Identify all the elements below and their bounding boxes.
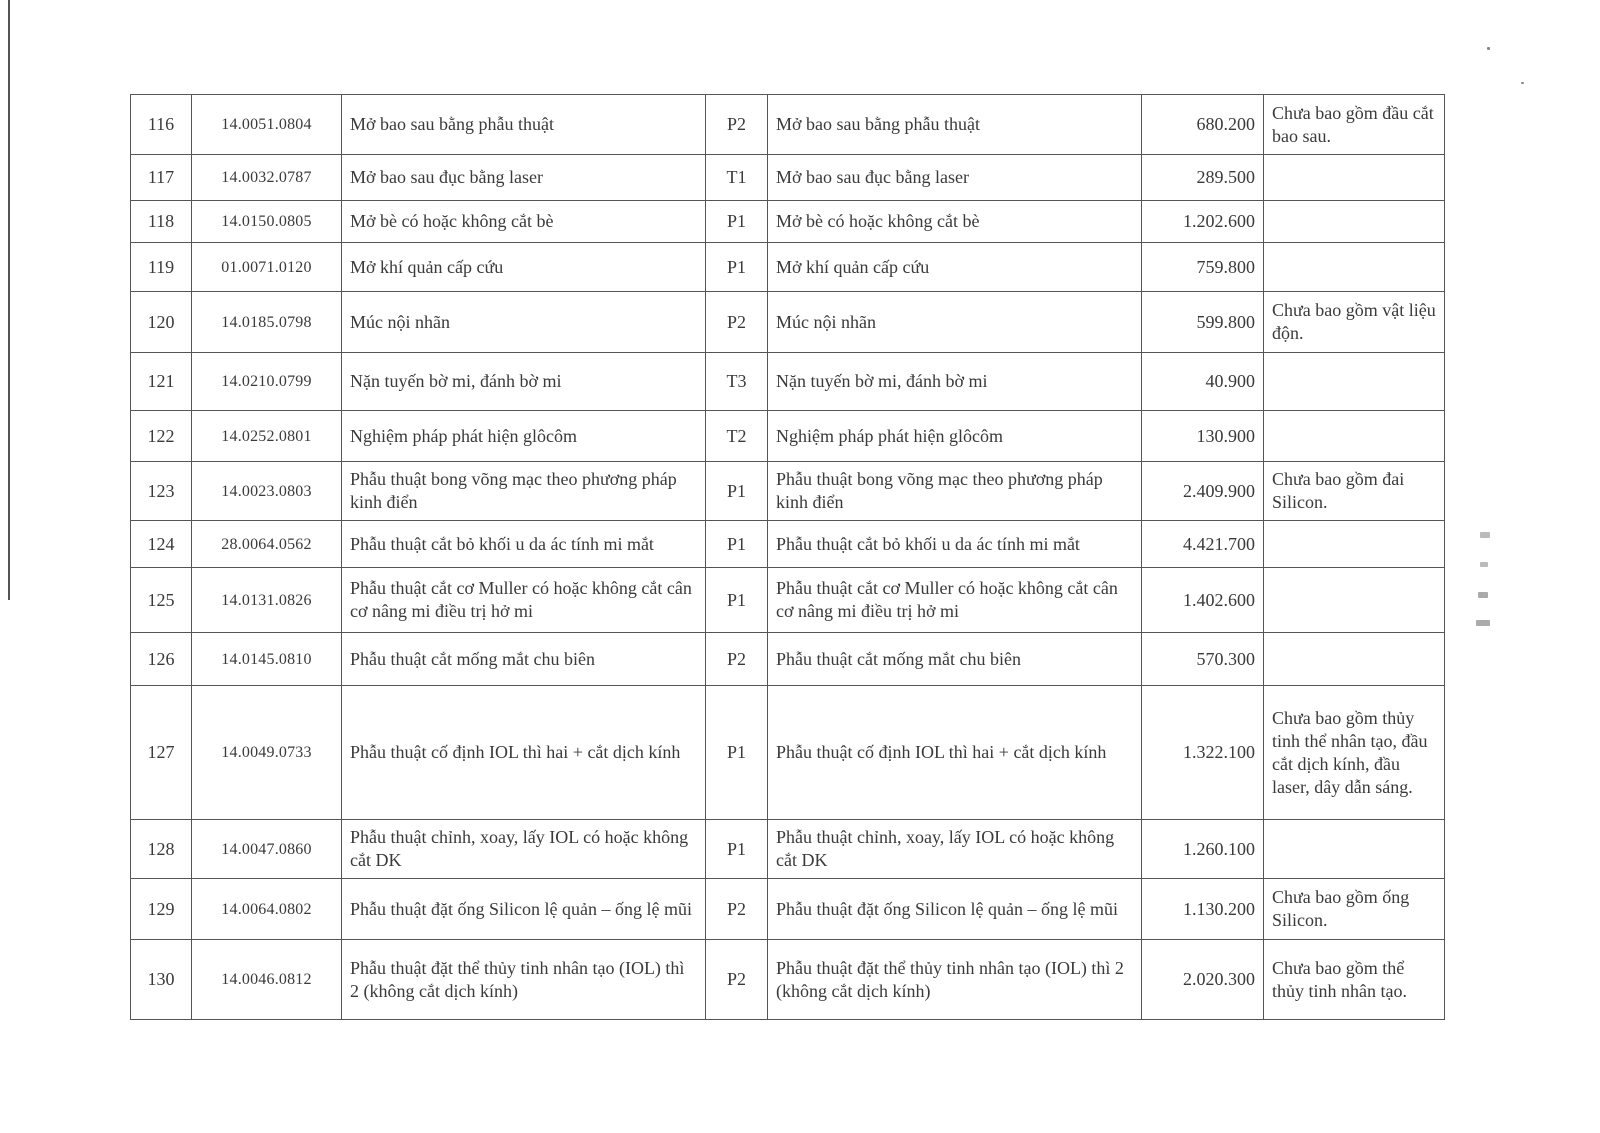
cell-name-approved: Phẫu thuật bong võng mạc theo phương pháp kinh điển bbox=[768, 462, 1142, 521]
cell-code: 14.0049.0733 bbox=[192, 686, 342, 820]
cell-class: P1 bbox=[706, 820, 768, 879]
cell-class: P1 bbox=[706, 462, 768, 521]
cell-class: T3 bbox=[706, 353, 768, 411]
cell-class: P1 bbox=[706, 521, 768, 568]
cell-note: Chưa bao gồm đầu cắt bao sau. bbox=[1264, 95, 1445, 155]
cell-name: Phẫu thuật đặt ống Silicon lệ quản – ống lệ mũi bbox=[342, 879, 706, 940]
scan-dot bbox=[1478, 592, 1488, 598]
cell-name: Phẫu thuật cắt bỏ khối u da ác tính mi mắt bbox=[342, 521, 706, 568]
cell-name-approved: Múc nội nhãn bbox=[768, 292, 1142, 353]
cell-name: Phẫu thuật chỉnh, xoay, lấy IOL có hoặc không cắt DK bbox=[342, 820, 706, 879]
table-row bbox=[131, 820, 1445, 879]
cell-name-approved: Phẫu thuật cắt bỏ khối u da ác tính mi mắt bbox=[768, 521, 1142, 568]
cell-stt: 125 bbox=[131, 568, 192, 633]
cell-name-approved: Mở khí quản cấp cứu bbox=[768, 243, 1142, 292]
cell-name-approved: Mở bao sau bằng phẫu thuật bbox=[768, 95, 1142, 155]
cell-code: 14.0131.0826 bbox=[192, 568, 342, 633]
table-row bbox=[131, 940, 1445, 1020]
cell-code: 01.0071.0120 bbox=[192, 243, 342, 292]
cell-name-approved: Phẫu thuật đặt ống Silicon lệ quản – ống lệ mũi bbox=[768, 879, 1142, 940]
cell-name: Múc nội nhãn bbox=[342, 292, 706, 353]
cell-note bbox=[1264, 568, 1445, 633]
cell-name: Mở khí quản cấp cứu bbox=[342, 243, 706, 292]
cell-name: Mở bao sau đục bằng laser bbox=[342, 155, 706, 201]
cell-name-approved: Nghiệm pháp phát hiện glôcôm bbox=[768, 411, 1142, 462]
cell-code: 28.0064.0562 bbox=[192, 521, 342, 568]
cell-price: 759.800 bbox=[1142, 243, 1264, 292]
cell-stt: 130 bbox=[131, 940, 192, 1020]
cell-price: 680.200 bbox=[1142, 95, 1264, 155]
cell-note bbox=[1264, 411, 1445, 462]
cell-stt: 120 bbox=[131, 292, 192, 353]
cell-price: 4.421.700 bbox=[1142, 521, 1264, 568]
cell-stt: 116 bbox=[131, 95, 192, 155]
cell-class: P1 bbox=[706, 201, 768, 243]
cell-stt: 118 bbox=[131, 201, 192, 243]
cell-name: Phẫu thuật bong võng mạc theo phương pháp kinh điển bbox=[342, 462, 706, 521]
cell-note bbox=[1264, 521, 1445, 568]
cell-name-approved: Mở bao sau đục bằng laser bbox=[768, 155, 1142, 201]
cell-price: 599.800 bbox=[1142, 292, 1264, 353]
cell-code: 14.0023.0803 bbox=[192, 462, 342, 521]
cell-price: 570.300 bbox=[1142, 633, 1264, 686]
cell-note bbox=[1264, 155, 1445, 201]
cell-price: 289.500 bbox=[1142, 155, 1264, 201]
cell-stt: 121 bbox=[131, 353, 192, 411]
cell-class: P1 bbox=[706, 686, 768, 820]
cell-price: 40.900 bbox=[1142, 353, 1264, 411]
cell-name-approved: Phẫu thuật cắt mống mắt chu biên bbox=[768, 633, 1142, 686]
cell-name: Phẫu thuật đặt thể thủy tinh nhân tạo (IOL) thì 2 (không cắt dịch kính) bbox=[342, 940, 706, 1020]
table-row bbox=[131, 201, 1445, 243]
cell-name-approved: Phẫu thuật cố định IOL thì hai + cắt dịch kính bbox=[768, 686, 1142, 820]
table-row bbox=[131, 155, 1445, 201]
cell-name: Phẫu thuật cố định IOL thì hai + cắt dịch kính bbox=[342, 686, 706, 820]
cell-note bbox=[1264, 820, 1445, 879]
cell-note bbox=[1264, 353, 1445, 411]
cell-price: 1.130.200 bbox=[1142, 879, 1264, 940]
cell-stt: 128 bbox=[131, 820, 192, 879]
cell-name-approved: Mở bè có hoặc không cắt bè bbox=[768, 201, 1142, 243]
cell-code: 14.0047.0860 bbox=[192, 820, 342, 879]
cell-code: 14.0252.0801 bbox=[192, 411, 342, 462]
table-row bbox=[131, 568, 1445, 633]
scan-dot bbox=[1521, 82, 1524, 84]
cell-note: Chưa bao gồm vật liệu độn. bbox=[1264, 292, 1445, 353]
cell-class: P2 bbox=[706, 95, 768, 155]
cell-code: 14.0046.0812 bbox=[192, 940, 342, 1020]
cell-code: 14.0064.0802 bbox=[192, 879, 342, 940]
cell-code: 14.0185.0798 bbox=[192, 292, 342, 353]
table-body bbox=[131, 95, 1445, 1020]
cell-class: P1 bbox=[706, 568, 768, 633]
cell-name-approved: Phẫu thuật chỉnh, xoay, lấy IOL có hoặc không cắt DK bbox=[768, 820, 1142, 879]
cell-class: P2 bbox=[706, 940, 768, 1020]
cell-stt: 122 bbox=[131, 411, 192, 462]
cell-code: 14.0032.0787 bbox=[192, 155, 342, 201]
scan-dot bbox=[1480, 532, 1490, 538]
table-row bbox=[131, 521, 1445, 568]
cell-note: Chưa bao gồm thể thủy tinh nhân tạo. bbox=[1264, 940, 1445, 1020]
cell-class: P2 bbox=[706, 292, 768, 353]
cell-stt: 126 bbox=[131, 633, 192, 686]
cell-class: T1 bbox=[706, 155, 768, 201]
cell-price: 1.202.600 bbox=[1142, 201, 1264, 243]
cell-note bbox=[1264, 201, 1445, 243]
cell-note: Chưa bao gồm ống Silicon. bbox=[1264, 879, 1445, 940]
scan-dot bbox=[1487, 47, 1490, 50]
cell-name: Phẫu thuật cắt mống mắt chu biên bbox=[342, 633, 706, 686]
cell-name: Phẫu thuật cắt cơ Muller có hoặc không cắt cân cơ nâng mi điều trị hở mi bbox=[342, 568, 706, 633]
cell-price: 2.409.900 bbox=[1142, 462, 1264, 521]
scan-dot bbox=[1476, 620, 1490, 626]
table-row bbox=[131, 243, 1445, 292]
table-row bbox=[131, 633, 1445, 686]
cell-class: P2 bbox=[706, 879, 768, 940]
cell-stt: 119 bbox=[131, 243, 192, 292]
cell-name-approved: Phẫu thuật đặt thể thủy tinh nhân tạo (IOL) thì 2 (không cắt dịch kính) bbox=[768, 940, 1142, 1020]
cell-class: T2 bbox=[706, 411, 768, 462]
cell-name: Nặn tuyến bờ mi, đánh bờ mi bbox=[342, 353, 706, 411]
cell-name-approved: Phẫu thuật cắt cơ Muller có hoặc không cắt cân cơ nâng mi điều trị hở mi bbox=[768, 568, 1142, 633]
cell-name: Nghiệm pháp phát hiện glôcôm bbox=[342, 411, 706, 462]
cell-price: 1.322.100 bbox=[1142, 686, 1264, 820]
table-row bbox=[131, 292, 1445, 353]
cell-price: 1.402.600 bbox=[1142, 568, 1264, 633]
cell-stt: 117 bbox=[131, 155, 192, 201]
cell-stt: 129 bbox=[131, 879, 192, 940]
cell-name: Mở bè có hoặc không cắt bè bbox=[342, 201, 706, 243]
table-row bbox=[131, 411, 1445, 462]
cell-note bbox=[1264, 633, 1445, 686]
table-row bbox=[131, 462, 1445, 521]
cell-stt: 127 bbox=[131, 686, 192, 820]
cell-name-approved: Nặn tuyến bờ mi, đánh bờ mi bbox=[768, 353, 1142, 411]
cell-code: 14.0051.0804 bbox=[192, 95, 342, 155]
cell-note: Chưa bao gồm đai Silicon. bbox=[1264, 462, 1445, 521]
cell-code: 14.0150.0805 bbox=[192, 201, 342, 243]
scan-dot bbox=[1480, 562, 1488, 567]
cell-price: 130.900 bbox=[1142, 411, 1264, 462]
table-row bbox=[131, 353, 1445, 411]
cell-note bbox=[1264, 243, 1445, 292]
cell-stt: 123 bbox=[131, 462, 192, 521]
cell-price: 2.020.300 bbox=[1142, 940, 1264, 1020]
table-row bbox=[131, 686, 1445, 820]
cell-code: 14.0145.0810 bbox=[192, 633, 342, 686]
price-table bbox=[130, 94, 1445, 1020]
cell-class: P2 bbox=[706, 633, 768, 686]
cell-code: 14.0210.0799 bbox=[192, 353, 342, 411]
cell-class: P1 bbox=[706, 243, 768, 292]
scan-margin-line bbox=[8, 0, 10, 600]
cell-price: 1.260.100 bbox=[1142, 820, 1264, 879]
cell-stt: 124 bbox=[131, 521, 192, 568]
table-row bbox=[131, 95, 1445, 155]
table-row bbox=[131, 879, 1445, 940]
cell-note: Chưa bao gồm thủy tinh thể nhân tạo, đầu cắt dịch kính, đầu laser, dây dẫn sáng. bbox=[1264, 686, 1445, 820]
cell-name: Mở bao sau bằng phẫu thuật bbox=[342, 95, 706, 155]
